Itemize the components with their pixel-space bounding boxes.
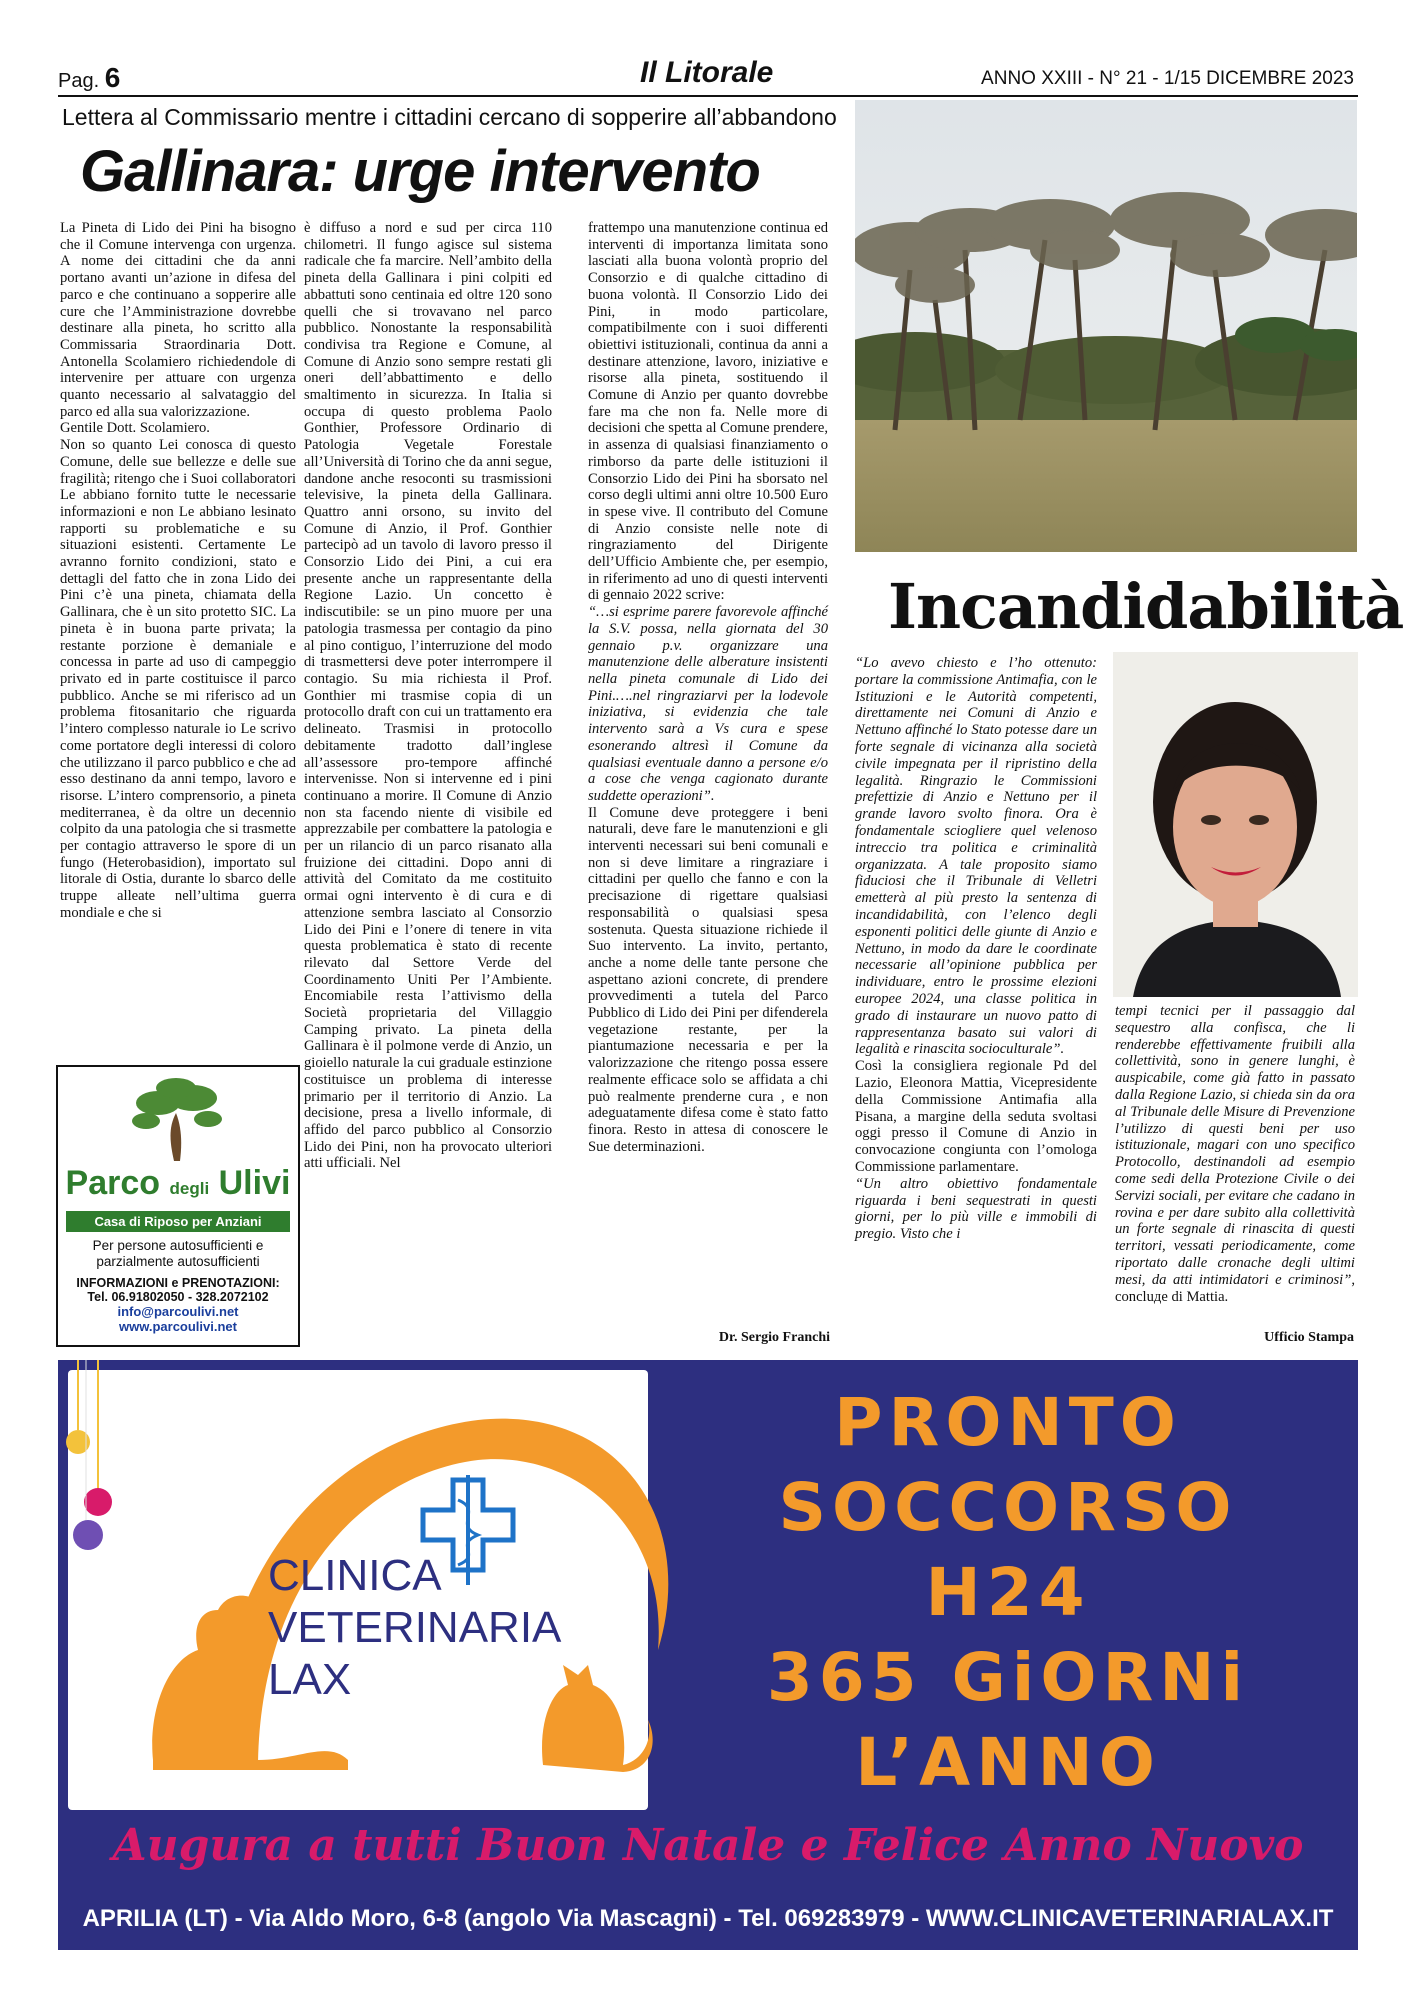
parco-ulivi-name: Parco degli Ulivi bbox=[65, 1164, 291, 1202]
incandidabilita-title: Incandidabilità bbox=[888, 570, 1404, 643]
parco-ulivi-web[interactable]: www.parcoulivi.net bbox=[119, 1319, 237, 1334]
incandidabilita-continued bbox=[1115, 1003, 1355, 1305]
parco-ulivi-email[interactable]: info@parcoulivi.net bbox=[117, 1304, 239, 1319]
incandidabilita-author: Ufficio Stampa bbox=[1264, 1330, 1354, 1345]
clinic-footer[interactable]: APRILIA (LT) - Via Aldo Moro, 6-8 (angolo Via Mascagni) - Tel. 069283979 - WWW.CLINICAVETERINARIALAX.IT bbox=[82, 1905, 1334, 1932]
parco-ulivi-subtitle: Casa di Riposo per Anziani bbox=[66, 1211, 290, 1232]
article-quote: “…si esprime parere favorevole affinché la S.V. possa, nella giornata del 30 gennaio p.v. organizzare una manutenzione delle alberature insistenti nella pineta comunale di Lido dei Pini.….nel ringraziarvi per la lodevole iniziativa, si evidenzia che tale intervento sarà a Vs cura e spese esonerando altresì il Comune da qualsiasi eventuale danno a persone e/o a cose che venga cagionato durante suddette operazioni”. bbox=[588, 604, 828, 804]
incandidabilita-quote: “Un altro obiettivo fondamentale riguarda i beni sequestrati in questi giorni, per lo più ville e immobili di pregio. Visto che i bbox=[855, 1175, 1097, 1243]
olive-tree-icon bbox=[58, 1073, 298, 1163]
article-paragraph: La Pineta di Lido dei Pini ha bisogno che il Comune intervenga con urgenza. A nome dei cittadini che da anni portano avanti un’azione in difesa del parco e che continuano a sopperire alle cure che l’Amministrazione dovrebbe destinare alla pineta, ho scritto alla Commissaria Straordinaria Dott. Antonella Scolamiero richiedendole di intervenire per attuare con urgenza quanto necessario al salvataggio del parco ed alla sua valorizzazione. bbox=[60, 220, 296, 420]
article-paragraph: Il Comune deve proteggere i beni naturali, deve fare le manutenzioni e gli interventi necessari sui beni comunali e non si deve limitare a ringraziare i cittadini per quello che fanno e con la precisazione di rigettare qualsiasi responsabilità o qualsiasi spesa sostenuta. Questa situazione richiede il Suo intervento. La invito, pertanto, anche a nome delle tante persone che aspettano azioni concrete, di prendere provvedimenti a tutela del Parco Pubblico di Lido dei Pini per difenderela vegetazione restante, per la piantumazione necessaria e per la valorizzazione che ritengo possa essere realmente efficace solo se affidata a chi può realmente prenderne cura , e non adeguatamente difesa come è stato fatto finora. Resto in attesa di conoscere le Sue determinazioni. bbox=[588, 804, 828, 1155]
article-column-2 bbox=[304, 220, 552, 1172]
clinic-name: CLINICA VETERINARIA LAX bbox=[268, 1551, 562, 1704]
incandidabilita-ending: , concluде di Mattia. bbox=[1115, 1271, 1355, 1305]
parco-ulivi-desc: Per persone autosufficienti e parzialmente autosufficienti bbox=[92, 1238, 264, 1269]
article-paragraph: Non so quanto Lei conosca di questo Comune, delle sue bellezze e delle sue fragilità; ritengo che i Suoi collaboratori Le abbiano fornito tutte le necessarie informazioni e non Le abbiano lesinato rapporti su problematiche e su situazioni esistenti. Certamente Le avranno fornito condizioni, stato e dettagli del fatto che in zona Lido dei Pini c’è una pineta, chiamata della Gallinara, che è un sito protetto SIC. La pineta è in buona parte privata; la restante porzione è demaniale e concessa in parte ad uso di campeggio privato ed in parte costituisce il parco pubblico. Anche se mi riferisco ad un problema fitosanitario che riguarda l’intero complesso naturale io Le scrivo come portatore degli interessi di coloro che utilizzano il parco pubblico e che ad esso destinano da anni tempo, lavoro e risorse. L’intero comprensorio, a pineta mediterranea, è da oltre un decennio colpito da una patologia che si trasmette per contagio attraverso le spore di un fungo (Heterobasidion), importato sul litorale di Ostia, durante lo sbarco delle truppe alleate nell’ultima guerra mondiale e che si bbox=[60, 437, 296, 921]
clinic-slogan: PRONTO SOCCORSO H24 365 GiORNi L’ANNO bbox=[766, 1384, 1250, 1801]
incandidabilita-quote: tempi tecnici per il passaggio dal sequestro alla confisca, che li renderebbe effettivamente fruibili alla collettività, sono in genere lunghi, è auspicabile, come già fatto in passato dalla Regione Lazio, si chieda sin da ora al Tribunale delle Misure di Prevenzione l’utilizzo di questi beni per uso istituzionale, magari con uno specifico Protocollo, destinandoli ad esempio come sedi della Protezione Civile o dei Servizi sociali, per evitare che cadano in rovina e per dare subito alla collettività un forte segnale di rinascita di questi territori, vessati periodicamente, come riportato dalle cronache degli ultimi mesi, da atti intimidatori e criminosi” bbox=[1115, 1003, 1355, 1288]
article-headline: Gallinara: urge intervento bbox=[80, 139, 760, 204]
clinic-greeting: Augura a tutti Buon Natale e Felice Anno Nuovo bbox=[112, 1820, 1304, 1871]
incandidabilita-body: Così la consigliera regionale Pd del Lazio, Eleonora Mattia, Vicepresidente della Commissione Antimafia alla Pisana, a margine della seduta svoltasi oggi presso il Comune di Anzio in convocazione congiunta con l’omologa Commissione parlamentare. bbox=[855, 1058, 1097, 1175]
portrait-photo bbox=[1113, 652, 1358, 997]
ad-parco-ulivi[interactable] bbox=[56, 1065, 300, 1347]
article-paragraph: è diffuso a nord e sud per circa 110 chilometri. Il fungo agisce sul sistema radicale che fa marcire. Nell’ambito della pineta della Gallinara i pini colpiti ed abbattuti sono centinaia ed oltre 120 sono quelli che si trovavano nel parco pubblico. Nonostante la responsabilità condivisa tra Regione e Comune, al Comune di Anzio sono sempre restati gli oneri dell’abbattimento e dello smaltimento in sicurezza. In Italia si occupa di questo problema Paolo Gonthier, Professore Ordinario di Patologia Vegetale Forestale all’Università di Torino che da anni segue, dandone anche resoconti su trasmissioni televisive, la pineta della Gallinara. Quattro anni orsono, su invito del Comune di Anzio, il Prof. Gonthier partecipò ad un tavolo di lavoro presso il Consorzio Lido dei Pini, a cui era presente anche un rappresentante della Regione Lazio. Un concetto è indiscutibile: se un pino muore per una patologia trasmessa per contagio da pino al pino contiguo, l’interruzione del modo di trasmettersi deve poter interrompere il contagio. Su mia richiesta il Prof. Gonthier mi trasmise copia di un protocollo draft con cui un trattamento era delineato. Trasmisi in protocollo debitamente tradotto dall’inglese all’assessore pro-tempore affinché intervenisse. Non si intervenne ed i pini continuano a morire. Il Comune di Anzio non sta facendo niente di visibile ed apprezzabile per combattere la patologia e per un rilancio di un parco risanato alla fruizione dei cittadini. Dopo anni di attività del Comitato da me costituito ormai ogni intervento è di cura e di attenzione sembra lasciato al Consorzio Lido dei Pini e l’onere di tenere in vita questa problematica è stato di recente rilevato dal Settore Verde del Coordinamento Uniti Per l’Ambiente. Encomiabile resta l’attivismo della Società proprietaria del Villaggio Camping privato. La pineta della Gallinara è il polmone verde di Anzio, un gioiello naturale la cui graduale estinzione costituisce un problema di interesse primario per il territorio di Anzio. La decisione, presa a livello informale, di affido del parco pubblico al Consorzio Lido dei Pini, non ha provocato ulteriori atti ufficiali. Nel bbox=[304, 220, 552, 1172]
pine-forest-photo bbox=[855, 100, 1357, 552]
ad-clinica-veterinaria[interactable] bbox=[58, 1360, 1358, 1950]
page-number: Pag. 6 bbox=[58, 62, 121, 93]
header-rule bbox=[58, 95, 1358, 97]
article-paragraph: frattempo una manutenzione continua ed interventi di importanza limitata sono lasciati alla buona volontà proprio del Consorzio e di qualche cittadino di buona volontà. Il Consorzio Lido dei Pini, in modo particolare, compatibilmente con i suoi differenti obiettivi istituzionali, continua da anni a destinare attenzione, lavoro, iniziative e risorse alla pineta, sostituendo il Comune di Anzio per quanto dovrebbe fare ma che non fa. Nelle more di decisioni che spetta al Comune prendere, in assenza di qualsiasi finanziamento o rimborso da parte delle istituzioni il Consorzio Lido dei Pini ha sborsato nel corso degli ultimi anni oltre 10.500 Euro in spese vive. Il contributo del Comune di Anzio consiste nelle note di ringraziamento del Dirigente dell’Ufficio Ambiente che, per esempio, in riferimento ad uno di questi interventi di gennaio 2022 scrive: bbox=[588, 220, 828, 604]
article-column-3 bbox=[588, 220, 828, 1155]
issue-info: ANNO XXIII - N° 21 - 1/15 DICEMBRE 2023 bbox=[981, 68, 1354, 89]
article-kicker: Lettera al Commissario mentre i cittadini cercano di sopperire all’abbandono bbox=[62, 104, 837, 130]
article-column-1 bbox=[60, 220, 296, 922]
parco-ulivi-tel: Tel. 06.91802050 - 328.2072102 bbox=[87, 1290, 269, 1304]
masthead: Il Litorale bbox=[640, 56, 774, 89]
article-signature: Dr. Sergio Franchi bbox=[718, 1330, 830, 1345]
article-greeting: Gentile Dott. Scolamiero. bbox=[60, 420, 210, 437]
incandidabilita-text bbox=[855, 655, 1097, 1243]
parco-ulivi-info: INFORMAZIONI e PRENOTAZIONI: bbox=[76, 1276, 280, 1290]
incandidabilita-quote: “Lo avevo chiesto e l’ho ottenuto: portare la commissione Antimafia, con le Istituzioni e le Autorità competenti, direttamente nei Comuni di Anzio e Nettuno affinché lo Stato potesse dare un forte segnale di vicinanza alla società civile impegnata per il ripristino della legalità. Ringrazio le Commissioni prefettizie di Anzio e Nettuno per il grande lavoro svolto finora. Ora è fondamentale sciogliere quel velenoso intreccio tra politica e criminalità organizzata. A tale proposito siamo fiduciosi che il Tribunale di Velletri emetterà al più presto la sentenza di incandidabilità, con l’elenco degli esponenti politici delle giunte di Anzio e Nettuno, in modo da dare le coordinate necessarie all’opinione pubblica per individuare, entro le prossime elezioni europee 2024, una classe politica in grado di instaurare un nuovo patto di rappresentanza basato sui valori di legalità e rinascita socioculturale”. bbox=[855, 655, 1097, 1058]
